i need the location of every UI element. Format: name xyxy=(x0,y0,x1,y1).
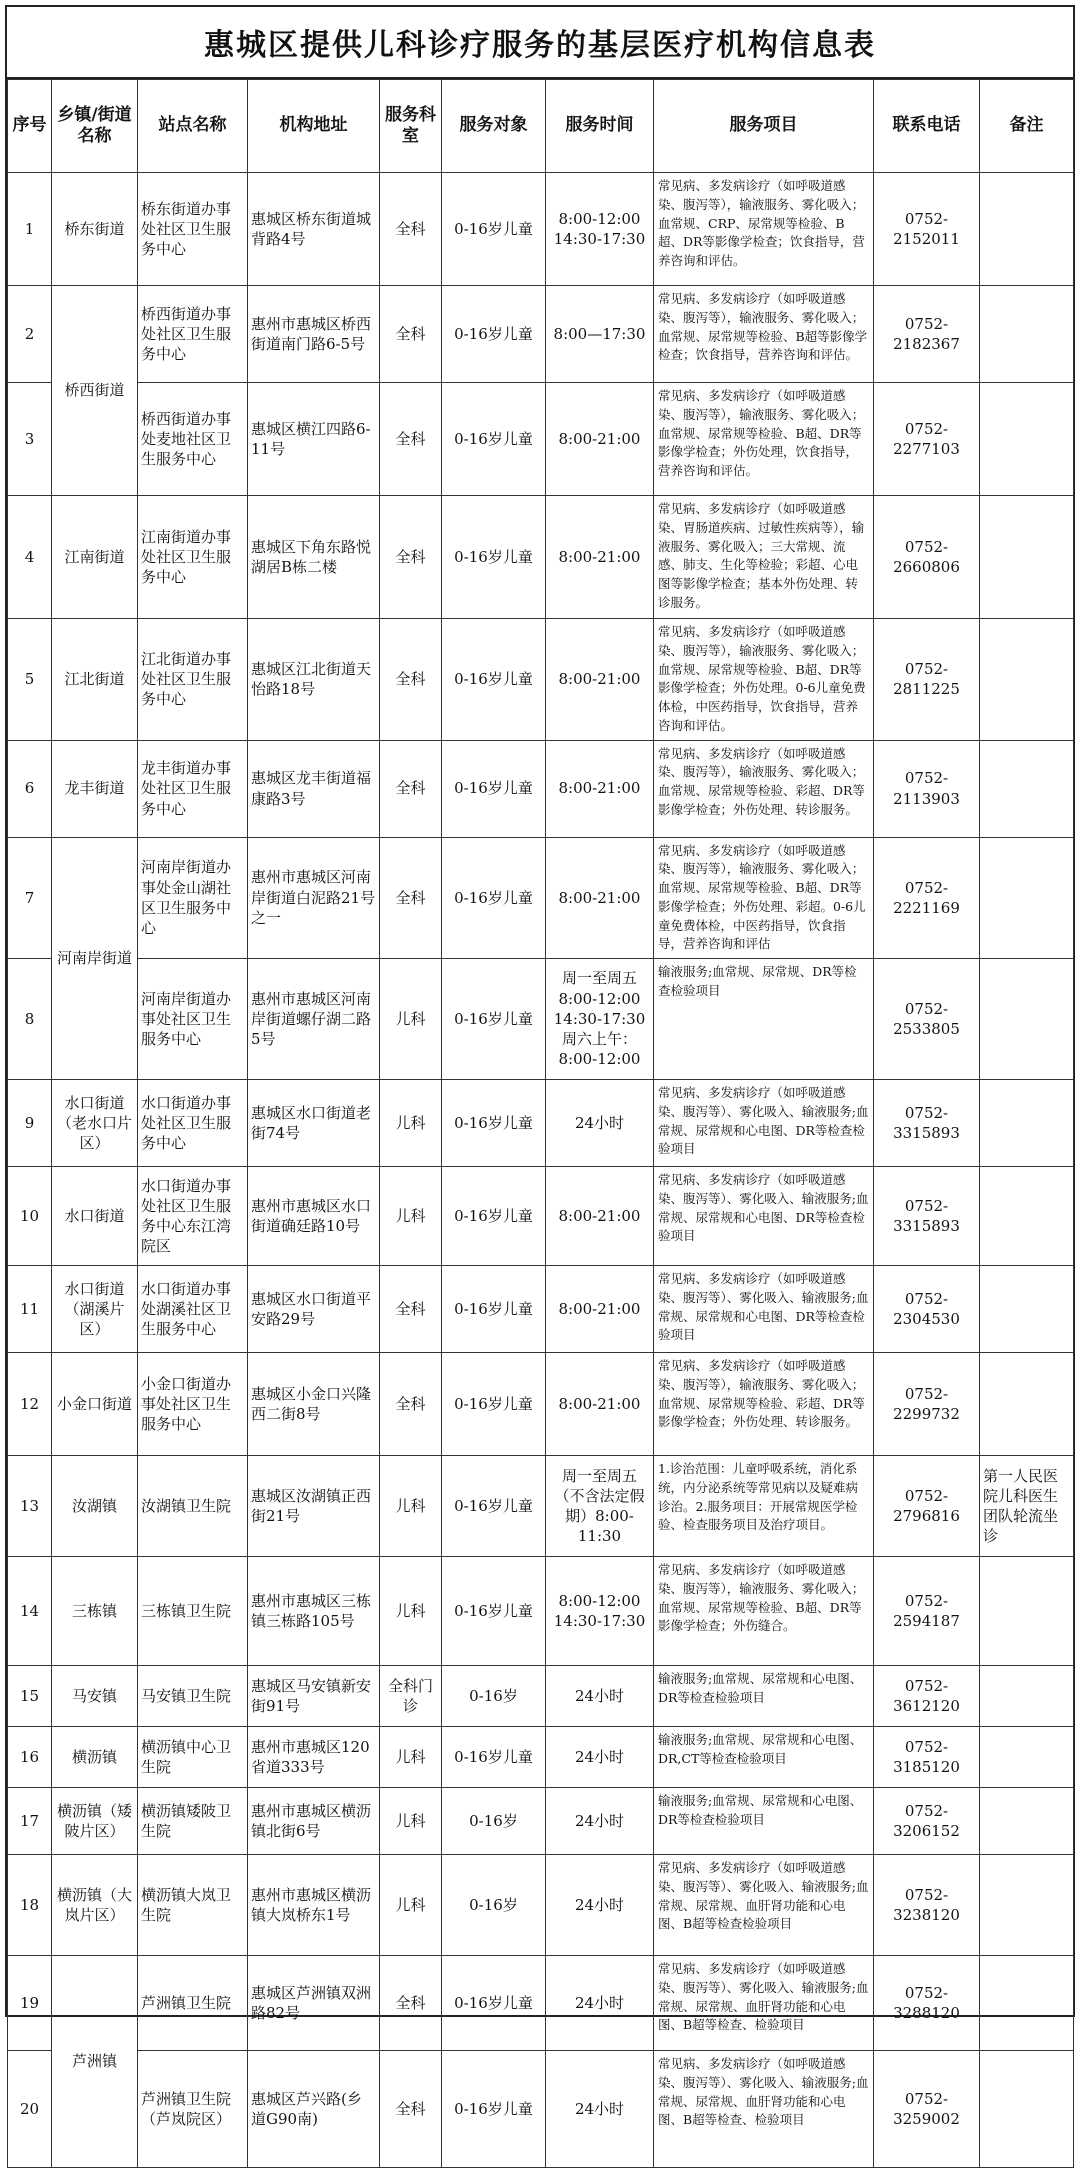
row-dept: 儿科 xyxy=(380,959,442,1080)
row-services: 输液服务;血常规、尿常规和心电图、DR等检查检验项目 xyxy=(654,1666,874,1727)
row-no: 8 xyxy=(8,959,52,1080)
row-dept: 儿科 xyxy=(380,1167,442,1266)
row-site: 芦洲镇卫生院（芦岚院区） xyxy=(138,2051,248,2168)
row-site: 桥西街道办事处麦地社区卫生服务中心 xyxy=(138,383,248,496)
row-phone: 0752-2113903 xyxy=(874,740,980,837)
table-row xyxy=(8,173,1074,286)
row-services: 输液服务;血常规、尿常规和心电图、DR,CT等检查检验项目 xyxy=(654,1727,874,1788)
row-note xyxy=(980,1353,1074,1456)
row-site: 桥西街道办事处社区卫生服务中心 xyxy=(138,286,248,383)
row-target: 0-16岁儿童 xyxy=(442,2051,546,2168)
row-target: 0-16岁儿童 xyxy=(442,1956,546,2051)
row-target: 0-16岁儿童 xyxy=(442,1456,546,1557)
row-dept: 儿科 xyxy=(380,1788,442,1855)
row-target: 0-16岁 xyxy=(442,1855,546,1956)
row-time: 8:00-21:00 xyxy=(546,619,654,741)
row-dept: 全科门诊 xyxy=(380,1666,442,1727)
row-site: 水口街道办事处社区卫生服务中心东江湾院区 xyxy=(138,1167,248,1266)
row-dept: 全科 xyxy=(380,619,442,741)
row-dept: 儿科 xyxy=(380,1456,442,1557)
row-target: 0-16岁儿童 xyxy=(442,496,546,619)
row-note xyxy=(980,2051,1074,2168)
row-time: 8:00-21:00 xyxy=(546,1167,654,1266)
row-note xyxy=(980,1727,1074,1788)
row-address: 惠城区江北街道天怡路18号 xyxy=(248,619,380,741)
row-site: 三栋镇卫生院 xyxy=(138,1557,248,1666)
row-note xyxy=(980,1666,1074,1727)
row-target: 0-16岁儿童 xyxy=(442,1353,546,1456)
table-row xyxy=(8,1167,1074,1266)
row-note xyxy=(980,173,1074,286)
row-note xyxy=(980,1956,1074,2051)
row-phone: 0752-2304530 xyxy=(874,1266,980,1353)
row-town: 江南街道 xyxy=(52,496,138,619)
row-target: 0-16岁儿童 xyxy=(442,173,546,286)
row-town: 小金口街道 xyxy=(52,1353,138,1456)
row-time: 24小时 xyxy=(546,1080,654,1167)
row-town: 马安镇 xyxy=(52,1666,138,1727)
row-town: 桥东街道 xyxy=(52,173,138,286)
row-phone: 0752-3315893 xyxy=(874,1080,980,1167)
row-time: 8:00-21:00 xyxy=(546,740,654,837)
row-address: 惠州市惠城区120省道333号 xyxy=(248,1727,380,1788)
table-row xyxy=(8,2051,1074,2168)
row-site: 龙丰街道办事处社区卫生服务中心 xyxy=(138,740,248,837)
row-dept: 全科 xyxy=(380,1266,442,1353)
row-note: 第一人民医院儿科医生团队轮流坐诊 xyxy=(980,1456,1074,1557)
row-address: 惠城区下角东路悦湖居B栋二楼 xyxy=(248,496,380,619)
row-phone: 0752-2533805 xyxy=(874,959,980,1080)
row-town: 水口街道 xyxy=(52,1167,138,1266)
row-site: 马安镇卫生院 xyxy=(138,1666,248,1727)
row-address: 惠城区水口街道平安路29号 xyxy=(248,1266,380,1353)
table-row xyxy=(8,1666,1074,1727)
row-no: 17 xyxy=(8,1788,52,1855)
row-services: 常见病、多发病诊疗（如呼吸道感染、腹泻等），输液服务、雾化吸入；血常规、CRP、尿常规等检验、B超、DR等影像学检查；饮食指导，营养咨询和评估。 xyxy=(654,173,874,286)
row-time: 周一至周五（不含法定假期）8:00-11:30 xyxy=(546,1456,654,1557)
row-no: 12 xyxy=(8,1353,52,1456)
row-town: 水口街道（老水口片区） xyxy=(52,1080,138,1167)
row-target: 0-16岁 xyxy=(442,1788,546,1855)
row-phone: 0752-3206152 xyxy=(874,1788,980,1855)
row-services: 常见病、多发病诊疗（如呼吸道感染、腹泻等）、雾化吸入、输液服务;血常规、尿常规、血肝肾功能和心电图、B超等检查、检验项目 xyxy=(654,1956,874,2051)
row-note xyxy=(980,740,1074,837)
row-target: 0-16岁儿童 xyxy=(442,619,546,741)
row-dept: 全科 xyxy=(380,2051,442,2168)
table-row xyxy=(8,1456,1074,1557)
row-no: 10 xyxy=(8,1167,52,1266)
row-dept: 儿科 xyxy=(380,1557,442,1666)
row-address: 惠城区水口街道老街74号 xyxy=(248,1080,380,1167)
document-page xyxy=(5,5,1075,2128)
row-address: 惠城区芦兴路(乡道G90南) xyxy=(248,2051,380,2168)
row-site: 汝湖镇卫生院 xyxy=(138,1456,248,1557)
row-dept: 全科 xyxy=(380,837,442,959)
row-note xyxy=(980,1167,1074,1266)
row-target: 0-16岁儿童 xyxy=(442,1727,546,1788)
row-address: 惠城区桥东街道城背路4号 xyxy=(248,173,380,286)
table-row xyxy=(8,1956,1074,2051)
row-site: 河南岸街道办事处社区卫生服务中心 xyxy=(138,959,248,1080)
row-note xyxy=(980,383,1074,496)
row-address: 惠州市惠城区河南岸街道白泥路21号之一 xyxy=(248,837,380,959)
row-address: 惠城区横江四路6-11号 xyxy=(248,383,380,496)
row-address: 惠州市惠城区横沥镇北街6号 xyxy=(248,1788,380,1855)
row-note xyxy=(980,1266,1074,1353)
row-services: 常见病、多发病诊疗（如呼吸道感染、腹泻等）、雾化吸入、输液服务;血常规、尿常规和心电图、DR等检查检验项目 xyxy=(654,1167,874,1266)
row-town: 水口街道（湖溪片区） xyxy=(52,1266,138,1353)
table-row xyxy=(8,1557,1074,1666)
row-note xyxy=(980,959,1074,1080)
table-row xyxy=(8,1080,1074,1167)
row-town: 三栋镇 xyxy=(52,1557,138,1666)
row-note xyxy=(980,837,1074,959)
header-time: 服务时间 xyxy=(546,80,654,173)
row-phone: 0752-2594187 xyxy=(874,1557,980,1666)
row-phone: 0752-3259002 xyxy=(874,2051,980,2168)
row-time: 8:00-21:00 xyxy=(546,1353,654,1456)
row-town: 江北街道 xyxy=(52,619,138,741)
row-target: 0-16岁儿童 xyxy=(442,1167,546,1266)
row-note xyxy=(980,286,1074,383)
row-services: 常见病、多发病诊疗（如呼吸道感染、腹泻等），输液服务、雾化吸入；血常规、尿常规等检验、B超、DR等影像学检查；外伤处理，饮食指导，营养咨询和评估。 xyxy=(654,383,874,496)
institution-table xyxy=(7,79,1074,2168)
table-row xyxy=(8,1855,1074,1956)
row-site: 芦洲镇卫生院 xyxy=(138,1956,248,2051)
row-services: 常见病、多发病诊疗（如呼吸道感染、胃肠道疾病、过敏性疾病等），输液服务、雾化吸入；三大常规、流感、肺支、生化等检验；彩超、心电图等影像学检查；基本外伤处理、转诊服务。 xyxy=(654,496,874,619)
row-time: 24小时 xyxy=(546,1788,654,1855)
row-services: 常见病、多发病诊疗（如呼吸道感染、腹泻等），输液服务、雾化吸入；血常规、尿常规等检验、B超等影像学检查；饮食指导，营养咨询和评估。 xyxy=(654,286,874,383)
row-site: 水口街道办事处湖溪社区卫生服务中心 xyxy=(138,1266,248,1353)
row-phone: 0752-3612120 xyxy=(874,1666,980,1727)
row-dept: 全科 xyxy=(380,383,442,496)
row-time: 8:00-21:00 xyxy=(546,837,654,959)
row-time: 24小时 xyxy=(546,1727,654,1788)
row-site: 横沥镇中心卫生院 xyxy=(138,1727,248,1788)
row-town: 横沥镇（大岚片区） xyxy=(52,1855,138,1956)
row-target: 0-16岁儿童 xyxy=(442,383,546,496)
row-no: 3 xyxy=(8,383,52,496)
row-services: 常见病、多发病诊疗（如呼吸道感染、腹泻等），输液服务、雾化吸入；血常规、尿常规等检验、B超、DR等影像学检查；外伤处理。0-6儿童免费体检，中医药指导，饮食指导，营养咨询和评估。 xyxy=(654,619,874,741)
row-address: 惠州市惠城区水口街道确廷路10号 xyxy=(248,1167,380,1266)
row-services: 1.诊治范围：儿童呼吸系统，消化系统，内分泌系统等常见病以及疑难病诊治。2.服务项目：开展常规医学检验、检查服务项目及治疗项目。 xyxy=(654,1456,874,1557)
row-no: 2 xyxy=(8,286,52,383)
row-no: 18 xyxy=(8,1855,52,1956)
row-address: 惠城区小金口兴隆西二街8号 xyxy=(248,1353,380,1456)
row-services: 常见病、多发病诊疗（如呼吸道感染、腹泻等）、雾化吸入、输液服务;血常规、尿常规、血肝肾功能和心电图、B超等检查检验项目 xyxy=(654,1855,874,1956)
row-services: 常见病、多发病诊疗（如呼吸道感染、腹泻等）、雾化吸入、输液服务;血常规、尿常规和心电图、DR等检查检验项目 xyxy=(654,1080,874,1167)
row-services: 常见病、多发病诊疗（如呼吸道感染、腹泻等），输液服务、雾化吸入；血常规、尿常规等检验、彩超、DR等影像学检查；外伤处理、转诊服务。 xyxy=(654,740,874,837)
row-services: 常见病、多发病诊疗（如呼吸道感染、腹泻等）、雾化吸入、输液服务;血常规、尿常规和心电图、DR等检查检验项目 xyxy=(654,1266,874,1353)
row-phone: 0752-3315893 xyxy=(874,1167,980,1266)
row-time: 24小时 xyxy=(546,1666,654,1727)
table-row xyxy=(8,383,1074,496)
row-target: 0-16岁儿童 xyxy=(442,286,546,383)
row-no: 16 xyxy=(8,1727,52,1788)
row-address: 惠城区马安镇新安街91号 xyxy=(248,1666,380,1727)
row-services: 常见病、多发病诊疗（如呼吸道感染、腹泻等）、雾化吸入、输液服务;血常规、尿常规、血肝肾功能和心电图、B超等检查、检验项目 xyxy=(654,2051,874,2168)
row-site: 横沥镇大岚卫生院 xyxy=(138,1855,248,1956)
row-no: 9 xyxy=(8,1080,52,1167)
row-note xyxy=(980,496,1074,619)
row-town: 芦洲镇 xyxy=(52,1956,138,2168)
row-site: 河南岸街道办事处金山湖社区卫生服务中心 xyxy=(138,837,248,959)
row-address: 惠城区汝湖镇正西街21号 xyxy=(248,1456,380,1557)
row-note xyxy=(980,1855,1074,1956)
row-note xyxy=(980,1080,1074,1167)
row-phone: 0752-2811225 xyxy=(874,619,980,741)
row-site: 水口街道办事处社区卫生服务中心 xyxy=(138,1080,248,1167)
table-row xyxy=(8,837,1074,959)
row-time: 8:00-21:00 xyxy=(546,1266,654,1353)
table-row xyxy=(8,496,1074,619)
row-no: 20 xyxy=(8,2051,52,2168)
row-address: 惠城区龙丰街道福康路3号 xyxy=(248,740,380,837)
row-phone: 0752-2796816 xyxy=(874,1456,980,1557)
row-note xyxy=(980,619,1074,741)
table-row xyxy=(8,740,1074,837)
row-no: 1 xyxy=(8,173,52,286)
row-address: 惠州市惠城区横沥镇大岚桥东1号 xyxy=(248,1855,380,1956)
row-time: 24小时 xyxy=(546,2051,654,2168)
table-row xyxy=(8,1788,1074,1855)
row-site: 江北街道办事处社区卫生服务中心 xyxy=(138,619,248,741)
row-target: 0-16岁儿童 xyxy=(442,837,546,959)
row-address: 惠城区芦洲镇双洲路82号 xyxy=(248,1956,380,2051)
row-dept: 全科 xyxy=(380,286,442,383)
row-target: 0-16岁儿童 xyxy=(442,1080,546,1167)
row-time: 8:00-12:00 14:30-17:30 xyxy=(546,1557,654,1666)
row-phone: 0752-2152011 xyxy=(874,173,980,286)
row-phone: 0752-3238120 xyxy=(874,1855,980,1956)
row-time: 8:00—17:30 xyxy=(546,286,654,383)
row-town: 桥西街道 xyxy=(52,286,138,496)
header-phone: 联系电话 xyxy=(874,80,980,173)
header-address: 机构地址 xyxy=(248,80,380,173)
row-dept: 儿科 xyxy=(380,1855,442,1956)
row-services: 常见病、多发病诊疗（如呼吸道感染、腹泻等），输液服务、雾化吸入；血常规、尿常规等检验、彩超、DR等影像学检查；外伤处理、转诊服务。 xyxy=(654,1353,874,1456)
row-town: 龙丰街道 xyxy=(52,740,138,837)
table-row xyxy=(8,1266,1074,1353)
row-note xyxy=(980,1788,1074,1855)
header-site: 站点名称 xyxy=(138,80,248,173)
row-address: 惠州市惠城区河南岸街道螺仔湖二路5号 xyxy=(248,959,380,1080)
row-target: 0-16岁儿童 xyxy=(442,740,546,837)
row-no: 14 xyxy=(8,1557,52,1666)
header-services: 服务项目 xyxy=(654,80,874,173)
row-town: 横沥镇（矮陂片区） xyxy=(52,1788,138,1855)
row-target: 0-16岁儿童 xyxy=(442,1557,546,1666)
row-target: 0-16岁儿童 xyxy=(442,1266,546,1353)
row-phone: 0752-3288120 xyxy=(874,1956,980,2051)
row-phone: 0752-2221169 xyxy=(874,837,980,959)
table-header-row xyxy=(8,80,1074,173)
row-dept: 全科 xyxy=(380,1956,442,2051)
row-town: 汝湖镇 xyxy=(52,1456,138,1557)
row-time: 8:00-12:00 14:30-17:30 xyxy=(546,173,654,286)
row-phone: 0752-2660806 xyxy=(874,496,980,619)
row-phone: 0752-2182367 xyxy=(874,286,980,383)
row-services: 输液服务;血常规、尿常规、DR等检查检验项目 xyxy=(654,959,874,1080)
row-town: 横沥镇 xyxy=(52,1727,138,1788)
row-time: 8:00-21:00 xyxy=(546,383,654,496)
row-target: 0-16岁儿童 xyxy=(442,959,546,1080)
table-row xyxy=(8,286,1074,383)
row-phone: 0752-3185120 xyxy=(874,1727,980,1788)
row-address: 惠州市惠城区三栋镇三栋路105号 xyxy=(248,1557,380,1666)
row-services: 输液服务;血常规、尿常规和心电图、DR等检查检验项目 xyxy=(654,1788,874,1855)
row-site: 小金口街道办事处社区卫生服务中心 xyxy=(138,1353,248,1456)
row-town: 河南岸街道 xyxy=(52,837,138,1080)
row-note xyxy=(980,1557,1074,1666)
row-time: 24小时 xyxy=(546,1956,654,2051)
table-row xyxy=(8,619,1074,741)
row-dept: 儿科 xyxy=(380,1727,442,1788)
row-time: 8:00-21:00 xyxy=(546,496,654,619)
row-services: 常见病、多发病诊疗（如呼吸道感染、腹泻等），输液服务、雾化吸入；血常规、尿常规等检验、B超、DR等影像学检查；外伤处理、彩超。0-6儿童免费体检，中医药指导，饮食指导，营养咨询和评估 xyxy=(654,837,874,959)
row-address: 惠州市惠城区桥西街道南门路6-5号 xyxy=(248,286,380,383)
row-phone: 0752-2299732 xyxy=(874,1353,980,1456)
table-row xyxy=(8,1353,1074,1456)
row-dept: 全科 xyxy=(380,496,442,619)
row-no: 15 xyxy=(8,1666,52,1727)
row-time: 24小时 xyxy=(546,1855,654,1956)
row-target: 0-16岁 xyxy=(442,1666,546,1727)
header-note: 备注 xyxy=(980,80,1074,173)
row-dept: 儿科 xyxy=(380,1080,442,1167)
table-row xyxy=(8,1727,1074,1788)
page-title: 惠城区提供儿科诊疗服务的基层医疗机构信息表 xyxy=(7,7,1073,79)
header-town: 乡镇/街道名称 xyxy=(52,80,138,173)
row-no: 19 xyxy=(8,1956,52,2051)
row-phone: 0752-2277103 xyxy=(874,383,980,496)
header-dept: 服务科室 xyxy=(380,80,442,173)
row-no: 11 xyxy=(8,1266,52,1353)
table-row xyxy=(8,959,1074,1080)
row-no: 5 xyxy=(8,619,52,741)
row-no: 4 xyxy=(8,496,52,619)
row-dept: 全科 xyxy=(380,1353,442,1456)
row-site: 横沥镇矮陂卫生院 xyxy=(138,1788,248,1855)
row-no: 6 xyxy=(8,740,52,837)
row-site: 桥东街道办事处社区卫生服务中心 xyxy=(138,173,248,286)
row-dept: 全科 xyxy=(380,173,442,286)
header-target: 服务对象 xyxy=(442,80,546,173)
row-site: 江南街道办事处社区卫生服务中心 xyxy=(138,496,248,619)
row-no: 13 xyxy=(8,1456,52,1557)
header-no: 序号 xyxy=(8,80,52,173)
row-services: 常见病、多发病诊疗（如呼吸道感染、腹泻等），输液服务、雾化吸入；血常规、尿常规等检验、B超、DR等影像学检查；外伤缝合。 xyxy=(654,1557,874,1666)
row-dept: 全科 xyxy=(380,740,442,837)
row-no: 7 xyxy=(8,837,52,959)
row-time: 周一至周五8:00-12:00 14:30-17:30周六上午：8:00-12:00 xyxy=(546,959,654,1080)
